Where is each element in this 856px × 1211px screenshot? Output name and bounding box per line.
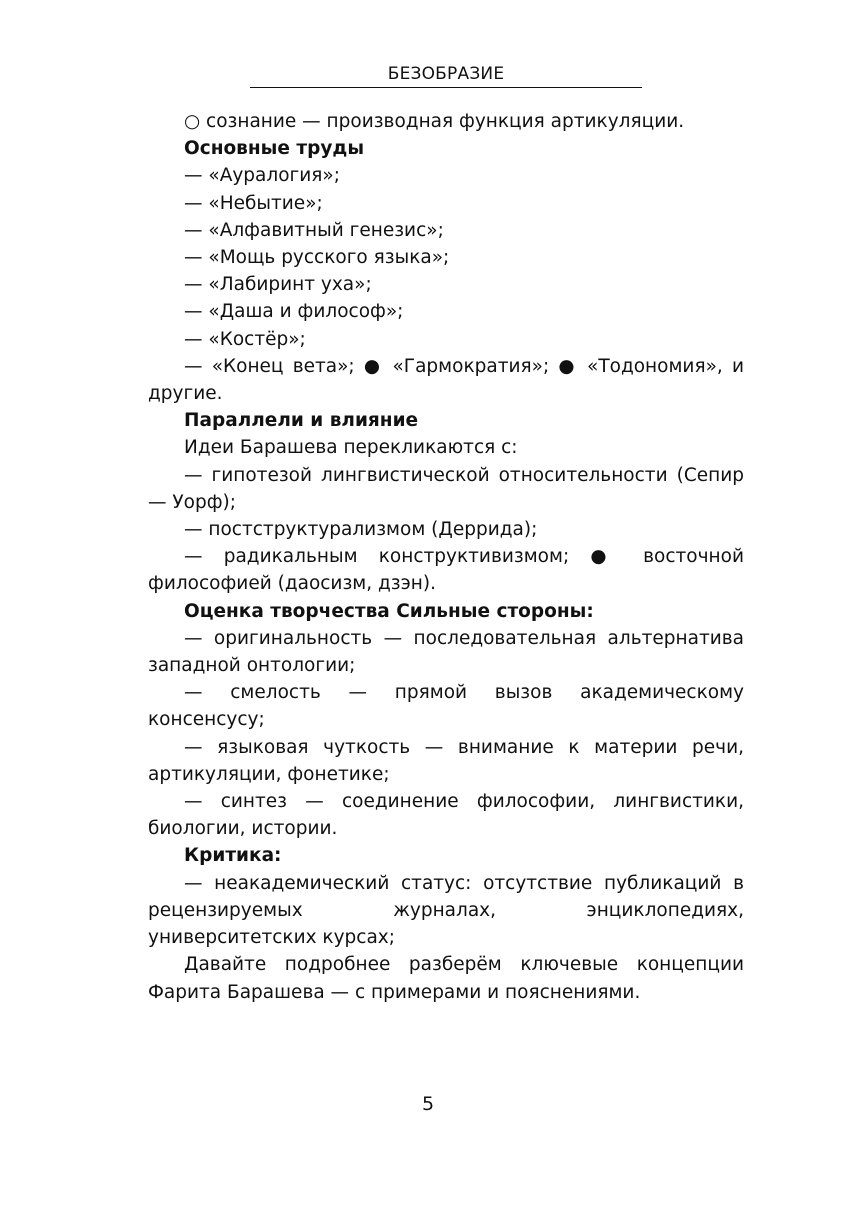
list-item-work: — «Ауралогия»; [184, 165, 340, 187]
list-item-work: — «Даша и философ»; [184, 301, 404, 323]
list-item-strength: — оригинальность — последовательная альтернатива западной онтологии; [148, 627, 744, 677]
list-item-strength: — синтез — соединение философии, лингвистики, биологии, истории. [148, 791, 744, 840]
list-item-strength: — языковая чуткость — внимание к материи речи, артикуляции, фонетике; [148, 736, 744, 785]
list-item-work: — «Лабиринт уха»; [184, 274, 372, 296]
list-item-parallel: — радикальным конструктивизмом; ● восточной философией (даосизм, дзэн). [148, 546, 744, 595]
list-item-parallel: — гипотезой лингвистической относительности (Сепир — Уорф); [148, 464, 744, 513]
page-body [148, 108, 744, 1006]
list-item-parallel: — постструктурализмом (Деррида); [184, 519, 538, 541]
list-item-work: — «Конец вета»; ● «Гармократия»; ● «Тодономия», и другие. [148, 355, 744, 405]
list-item-work: — «Алфавитный генезис»; [184, 219, 444, 241]
paragraph-closing: Давайте подробнее разберём ключевые концепции Фарита Барашева — с примерами и пояснениями. [148, 954, 744, 1003]
running-header: БЕЗОБРАЗИЕ [250, 64, 642, 88]
list-item-strength: — смелость — прямой вызов академическому консенсусу; [148, 682, 744, 731]
heading-evaluation: Оценка творчества Сильные стороны: [184, 600, 594, 622]
heading-criticism: Критика: [184, 845, 282, 867]
heading-main-works: Основные труды [184, 138, 365, 160]
heading-parallels: Параллели и влияние [184, 410, 419, 432]
list-item-work: — «Небытие»; [184, 192, 323, 214]
list-item-work: — «Костёр»; [184, 328, 306, 350]
list-item-criticism: — неакадемический статус: отсутствие публикаций в рецензируемых журналах, энциклопедиях, университетских курсах; [148, 872, 744, 949]
page-number: 5 [421, 1093, 435, 1115]
paragraph-ideas: Идеи Барашева перекликаются с: [184, 437, 518, 459]
paragraph-consciousness: ○ сознание — производная функция артикуляции. [184, 111, 685, 132]
list-item-work: — «Мощь русского языка»; [184, 247, 450, 269]
